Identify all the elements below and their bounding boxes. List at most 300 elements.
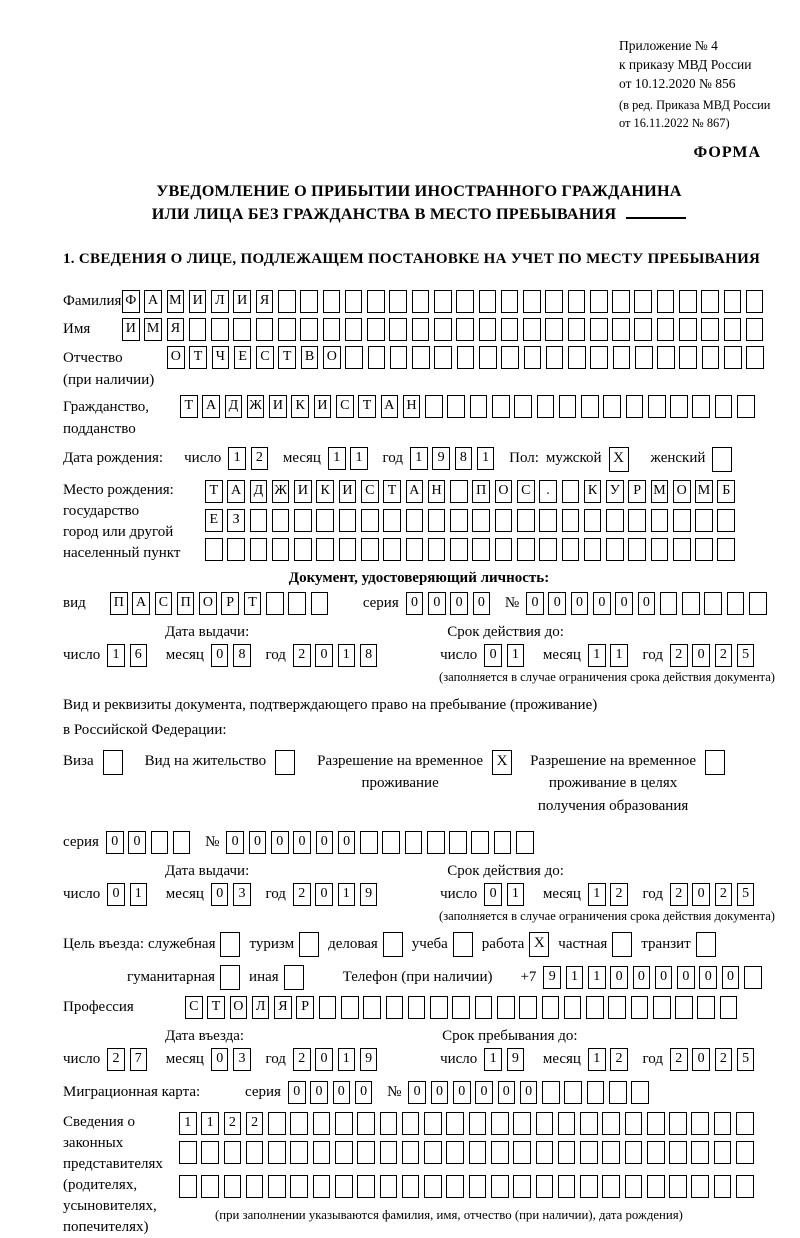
char-cell[interactable]: 0 [593,592,611,615]
legal-reps-cells-row-3[interactable] [179,1175,758,1198]
char-cell[interactable]: Т [278,346,296,369]
char-cell[interactable]: . [539,480,557,503]
char-cell[interactable]: 0 [692,883,710,906]
char-cell[interactable] [568,346,586,369]
char-cell[interactable]: 1 [588,883,606,906]
char-cell[interactable]: М [651,480,669,503]
char-cell[interactable] [408,996,426,1019]
char-cell[interactable] [339,538,357,561]
char-cell[interactable] [669,1112,687,1135]
char-cell[interactable]: А [381,395,399,418]
char-cell[interactable]: 9 [543,966,561,989]
char-cell[interactable] [516,831,534,854]
char-cell[interactable]: 1 [588,1048,606,1071]
char-cell[interactable]: 0 [315,883,333,906]
char-cell[interactable]: 1 [566,966,584,989]
char-cell[interactable] [447,395,465,418]
char-cell[interactable] [691,1112,709,1135]
char-cell[interactable] [517,509,535,532]
char-cell[interactable] [679,290,697,313]
char-cell[interactable] [631,996,649,1019]
char-cell[interactable]: 0 [520,1081,538,1104]
char-cell[interactable]: 2 [670,1048,688,1071]
char-cell[interactable] [497,996,515,1019]
char-cell[interactable]: 0 [333,1081,351,1104]
char-cell[interactable] [495,538,513,561]
char-cell[interactable]: И [233,290,251,313]
doc-issue-year-cells[interactable] [293,644,382,667]
char-cell[interactable]: И [122,318,140,341]
char-cell[interactable]: 0 [271,831,289,854]
char-cell[interactable]: С [361,480,379,503]
char-cell[interactable] [335,1175,353,1198]
char-cell[interactable] [268,1112,286,1135]
char-cell[interactable] [602,1141,620,1164]
char-cell[interactable] [539,538,557,561]
char-cell[interactable] [562,538,580,561]
char-cell[interactable]: Т [383,480,401,503]
char-cell[interactable] [568,290,586,313]
char-cell[interactable] [434,318,452,341]
char-cell[interactable] [471,831,489,854]
char-cell[interactable] [345,346,363,369]
char-cell[interactable]: 0 [355,1081,373,1104]
char-cell[interactable] [268,1141,286,1164]
char-cell[interactable]: 0 [107,883,125,906]
char-cell[interactable]: 8 [455,447,473,470]
char-cell[interactable]: 8 [360,644,378,667]
char-cell[interactable]: 1 [338,883,356,906]
char-cell[interactable] [402,1141,420,1164]
char-cell[interactable] [603,395,621,418]
char-cell[interactable]: 1 [107,644,125,667]
char-cell[interactable] [151,831,169,854]
char-cell[interactable] [294,509,312,532]
char-cell[interactable]: Ж [247,395,265,418]
char-cell[interactable] [692,395,710,418]
char-cell[interactable] [278,318,296,341]
char-cell[interactable] [472,509,490,532]
char-cell[interactable] [749,592,767,615]
char-cell[interactable] [425,395,443,418]
char-cell[interactable] [724,290,742,313]
char-cell[interactable] [602,1175,620,1198]
char-cell[interactable]: Ж [272,480,290,503]
char-cell[interactable] [634,290,652,313]
char-cell[interactable] [609,1081,627,1104]
char-cell[interactable] [558,1175,576,1198]
char-cell[interactable] [470,395,488,418]
char-cell[interactable] [612,318,630,341]
char-cell[interactable] [631,1081,649,1104]
char-cell[interactable]: 0 [638,592,656,615]
char-cell[interactable] [335,1112,353,1135]
char-cell[interactable] [539,509,557,532]
char-cell[interactable] [648,395,666,418]
char-cell[interactable] [717,509,735,532]
char-cell[interactable] [211,318,229,341]
char-cell[interactable] [457,346,475,369]
char-cell[interactable] [724,346,742,369]
char-cell[interactable] [179,1175,197,1198]
char-cell[interactable] [290,1141,308,1164]
purpose-work-checkbox[interactable]: X [529,932,549,957]
char-cell[interactable] [360,831,378,854]
char-cell[interactable]: 2 [224,1112,242,1135]
char-cell[interactable]: Е [234,346,252,369]
residence-issue-month-cells[interactable] [211,883,256,906]
birth-year-cells[interactable] [410,447,499,470]
char-cell[interactable] [294,538,312,561]
char-cell[interactable]: 2 [715,883,733,906]
char-cell[interactable]: 0 [106,831,124,854]
char-cell[interactable]: 0 [406,592,424,615]
char-cell[interactable] [590,318,608,341]
char-cell[interactable] [568,318,586,341]
char-cell[interactable]: 0 [655,966,673,989]
char-cell[interactable] [469,1141,487,1164]
char-cell[interactable]: М [695,480,713,503]
char-cell[interactable] [383,538,401,561]
char-cell[interactable] [746,346,764,369]
char-cell[interactable] [386,996,404,1019]
char-cell[interactable]: 0 [226,831,244,854]
residence-valid-day-cells[interactable] [484,883,529,906]
char-cell[interactable] [580,1141,598,1164]
char-cell[interactable]: К [316,480,334,503]
char-cell[interactable] [256,318,274,341]
char-cell[interactable]: Т [180,395,198,418]
char-cell[interactable] [479,318,497,341]
sex-female-checkbox[interactable] [712,447,732,472]
char-cell[interactable]: 2 [670,644,688,667]
char-cell[interactable]: 3 [233,1048,251,1071]
char-cell[interactable] [584,509,602,532]
char-cell[interactable] [469,1175,487,1198]
char-cell[interactable] [679,346,697,369]
char-cell[interactable]: 0 [288,1081,306,1104]
char-cell[interactable] [475,996,493,1019]
surname-cells[interactable] [122,290,768,313]
char-cell[interactable] [313,1141,331,1164]
char-cell[interactable] [564,996,582,1019]
char-cell[interactable] [697,996,715,1019]
char-cell[interactable]: 3 [233,883,251,906]
entry-month-cells[interactable] [211,1048,256,1071]
char-cell[interactable]: 0 [498,1081,516,1104]
char-cell[interactable]: 0 [610,966,628,989]
doc-issue-month-cells[interactable] [211,644,256,667]
char-cell[interactable] [201,1175,219,1198]
char-cell[interactable]: Р [221,592,239,615]
char-cell[interactable]: 2 [107,1048,125,1071]
char-cell[interactable] [625,1112,643,1135]
char-cell[interactable]: И [269,395,287,418]
char-cell[interactable] [300,318,318,341]
char-cell[interactable]: О [323,346,341,369]
char-cell[interactable] [368,346,386,369]
char-cell[interactable] [634,318,652,341]
char-cell[interactable]: О [199,592,217,615]
char-cell[interactable]: 1 [338,644,356,667]
char-cell[interactable]: 6 [130,644,148,667]
char-cell[interactable] [715,395,733,418]
char-cell[interactable]: Ч [212,346,230,369]
char-cell[interactable] [246,1175,264,1198]
char-cell[interactable]: 1 [588,644,606,667]
char-cell[interactable]: С [155,592,173,615]
char-cell[interactable] [657,346,675,369]
char-cell[interactable] [669,1141,687,1164]
birth-place-cells-row-3[interactable] [205,538,740,561]
char-cell[interactable] [382,831,400,854]
char-cell[interactable] [363,996,381,1019]
char-cell[interactable]: 0 [633,966,651,989]
char-cell[interactable]: 0 [315,644,333,667]
char-cell[interactable]: 0 [677,966,695,989]
char-cell[interactable] [323,318,341,341]
char-cell[interactable] [452,996,470,1019]
char-cell[interactable]: Е [205,509,223,532]
char-cell[interactable]: 0 [249,831,267,854]
char-cell[interactable] [339,509,357,532]
char-cell[interactable]: Б [717,480,735,503]
char-cell[interactable] [587,1081,605,1104]
char-cell[interactable] [491,1112,509,1135]
char-cell[interactable] [625,1175,643,1198]
char-cell[interactable] [266,592,284,615]
char-cell[interactable]: И [189,290,207,313]
char-cell[interactable] [660,592,678,615]
doc-issue-day-cells[interactable] [107,644,152,667]
stay-day-cells[interactable] [484,1048,529,1071]
char-cell[interactable]: 5 [737,644,755,667]
char-cell[interactable]: 2 [610,1048,628,1071]
char-cell[interactable] [389,290,407,313]
char-cell[interactable]: 0 [484,883,502,906]
char-cell[interactable] [746,318,764,341]
char-cell[interactable] [559,395,577,418]
char-cell[interactable] [424,1112,442,1135]
char-cell[interactable] [323,290,341,313]
char-cell[interactable] [626,395,644,418]
char-cell[interactable]: 0 [722,966,740,989]
char-cell[interactable]: Р [296,996,314,1019]
char-cell[interactable] [300,290,318,313]
char-cell[interactable] [523,318,541,341]
char-cell[interactable] [224,1141,242,1164]
char-cell[interactable] [491,1141,509,1164]
char-cell[interactable] [456,318,474,341]
char-cell[interactable] [524,346,542,369]
char-cell[interactable]: 0 [431,1081,449,1104]
char-cell[interactable] [428,538,446,561]
purpose-study-checkbox[interactable] [453,932,473,957]
char-cell[interactable]: 7 [130,1048,148,1071]
char-cell[interactable]: М [144,318,162,341]
char-cell[interactable] [367,318,385,341]
char-cell[interactable] [479,290,497,313]
char-cell[interactable] [446,1141,464,1164]
char-cell[interactable] [647,1175,665,1198]
char-cell[interactable]: М [167,290,185,313]
char-cell[interactable] [562,509,580,532]
temp-residence-checkbox[interactable]: X [492,750,512,775]
char-cell[interactable] [558,1141,576,1164]
char-cell[interactable] [406,509,424,532]
char-cell[interactable]: 0 [293,831,311,854]
char-cell[interactable] [736,1141,754,1164]
char-cell[interactable]: 0 [338,831,356,854]
char-cell[interactable]: Л [252,996,270,1019]
char-cell[interactable] [412,346,430,369]
char-cell[interactable] [657,290,675,313]
char-cell[interactable] [290,1112,308,1135]
char-cell[interactable]: Т [244,592,262,615]
char-cell[interactable] [205,538,223,561]
char-cell[interactable]: Д [225,395,243,418]
char-cell[interactable] [494,831,512,854]
char-cell[interactable] [602,1112,620,1135]
char-cell[interactable]: 5 [737,883,755,906]
char-cell[interactable]: Н [403,395,421,418]
char-cell[interactable] [491,1175,509,1198]
char-cell[interactable]: 2 [610,883,628,906]
char-cell[interactable] [427,831,445,854]
char-cell[interactable]: 2 [293,1048,311,1071]
char-cell[interactable] [380,1112,398,1135]
char-cell[interactable]: Л [211,290,229,313]
char-cell[interactable]: Т [205,480,223,503]
char-cell[interactable] [545,318,563,341]
char-cell[interactable] [402,1175,420,1198]
char-cell[interactable]: 0 [315,1048,333,1071]
char-cell[interactable]: О [495,480,513,503]
char-cell[interactable] [536,1175,554,1198]
temp-residence-edu-checkbox[interactable] [705,750,725,775]
char-cell[interactable] [736,1112,754,1135]
char-cell[interactable]: Н [428,480,446,503]
char-cell[interactable] [268,1175,286,1198]
residence-issue-day-cells[interactable] [107,883,152,906]
profession-cells[interactable] [185,996,742,1019]
char-cell[interactable] [714,1175,732,1198]
char-cell[interactable] [647,1141,665,1164]
char-cell[interactable] [495,509,513,532]
char-cell[interactable]: А [144,290,162,313]
char-cell[interactable] [430,996,448,1019]
char-cell[interactable] [513,1141,531,1164]
char-cell[interactable] [519,996,537,1019]
char-cell[interactable] [434,346,452,369]
char-cell[interactable]: 0 [692,1048,710,1071]
char-cell[interactable] [628,509,646,532]
char-cell[interactable] [501,346,519,369]
char-cell[interactable]: О [673,480,691,503]
char-cell[interactable] [542,1081,560,1104]
char-cell[interactable]: К [291,395,309,418]
char-cell[interactable] [313,1112,331,1135]
char-cell[interactable] [590,290,608,313]
char-cell[interactable]: 1 [228,447,246,470]
char-cell[interactable]: Т [189,346,207,369]
char-cell[interactable] [479,346,497,369]
char-cell[interactable] [542,996,560,1019]
char-cell[interactable] [173,831,191,854]
char-cell[interactable] [434,290,452,313]
char-cell[interactable] [513,1175,531,1198]
char-cell[interactable]: 0 [473,592,491,615]
char-cell[interactable]: 2 [246,1112,264,1135]
char-cell[interactable] [406,538,424,561]
char-cell[interactable]: Я [167,318,185,341]
char-cell[interactable]: Т [207,996,225,1019]
char-cell[interactable] [744,966,762,989]
char-cell[interactable]: 1 [507,644,525,667]
visa-checkbox[interactable] [103,750,123,775]
char-cell[interactable]: 8 [233,644,251,667]
char-cell[interactable]: С [256,346,274,369]
phone-cells[interactable] [543,966,766,989]
char-cell[interactable]: 1 [484,1048,502,1071]
char-cell[interactable] [412,290,430,313]
char-cell[interactable] [449,831,467,854]
char-cell[interactable]: В [301,346,319,369]
char-cell[interactable]: Д [250,480,268,503]
char-cell[interactable] [651,538,669,561]
char-cell[interactable]: 1 [350,447,368,470]
char-cell[interactable] [651,509,669,532]
migration-series-cells[interactable] [288,1081,377,1104]
char-cell[interactable] [737,395,755,418]
char-cell[interactable] [584,538,602,561]
residence-valid-year-cells[interactable] [670,883,759,906]
char-cell[interactable] [682,592,700,615]
char-cell[interactable] [179,1141,197,1164]
char-cell[interactable] [345,290,363,313]
char-cell[interactable] [679,318,697,341]
doc-valid-month-cells[interactable] [588,644,633,667]
char-cell[interactable] [472,538,490,561]
char-cell[interactable] [227,538,245,561]
char-cell[interactable] [402,1112,420,1135]
char-cell[interactable] [746,290,764,313]
char-cell[interactable]: П [110,592,128,615]
patronymic-cells[interactable] [167,346,769,369]
residence-issue-year-cells[interactable] [293,883,382,906]
char-cell[interactable]: 0 [450,592,468,615]
char-cell[interactable]: 0 [211,883,229,906]
char-cell[interactable] [669,1175,687,1198]
char-cell[interactable]: 1 [179,1112,197,1135]
char-cell[interactable]: И [294,480,312,503]
char-cell[interactable] [558,1112,576,1135]
char-cell[interactable]: Я [274,996,292,1019]
char-cell[interactable]: И [339,480,357,503]
char-cell[interactable]: 1 [507,883,525,906]
char-cell[interactable] [545,290,563,313]
char-cell[interactable] [390,346,408,369]
char-cell[interactable] [720,996,738,1019]
char-cell[interactable]: Ф [122,290,140,313]
char-cell[interactable] [714,1141,732,1164]
char-cell[interactable]: 5 [737,1048,755,1071]
stay-year-cells[interactable] [670,1048,759,1071]
char-cell[interactable]: С [517,480,535,503]
purpose-business-checkbox[interactable] [383,932,403,957]
char-cell[interactable] [628,538,646,561]
char-cell[interactable] [456,290,474,313]
